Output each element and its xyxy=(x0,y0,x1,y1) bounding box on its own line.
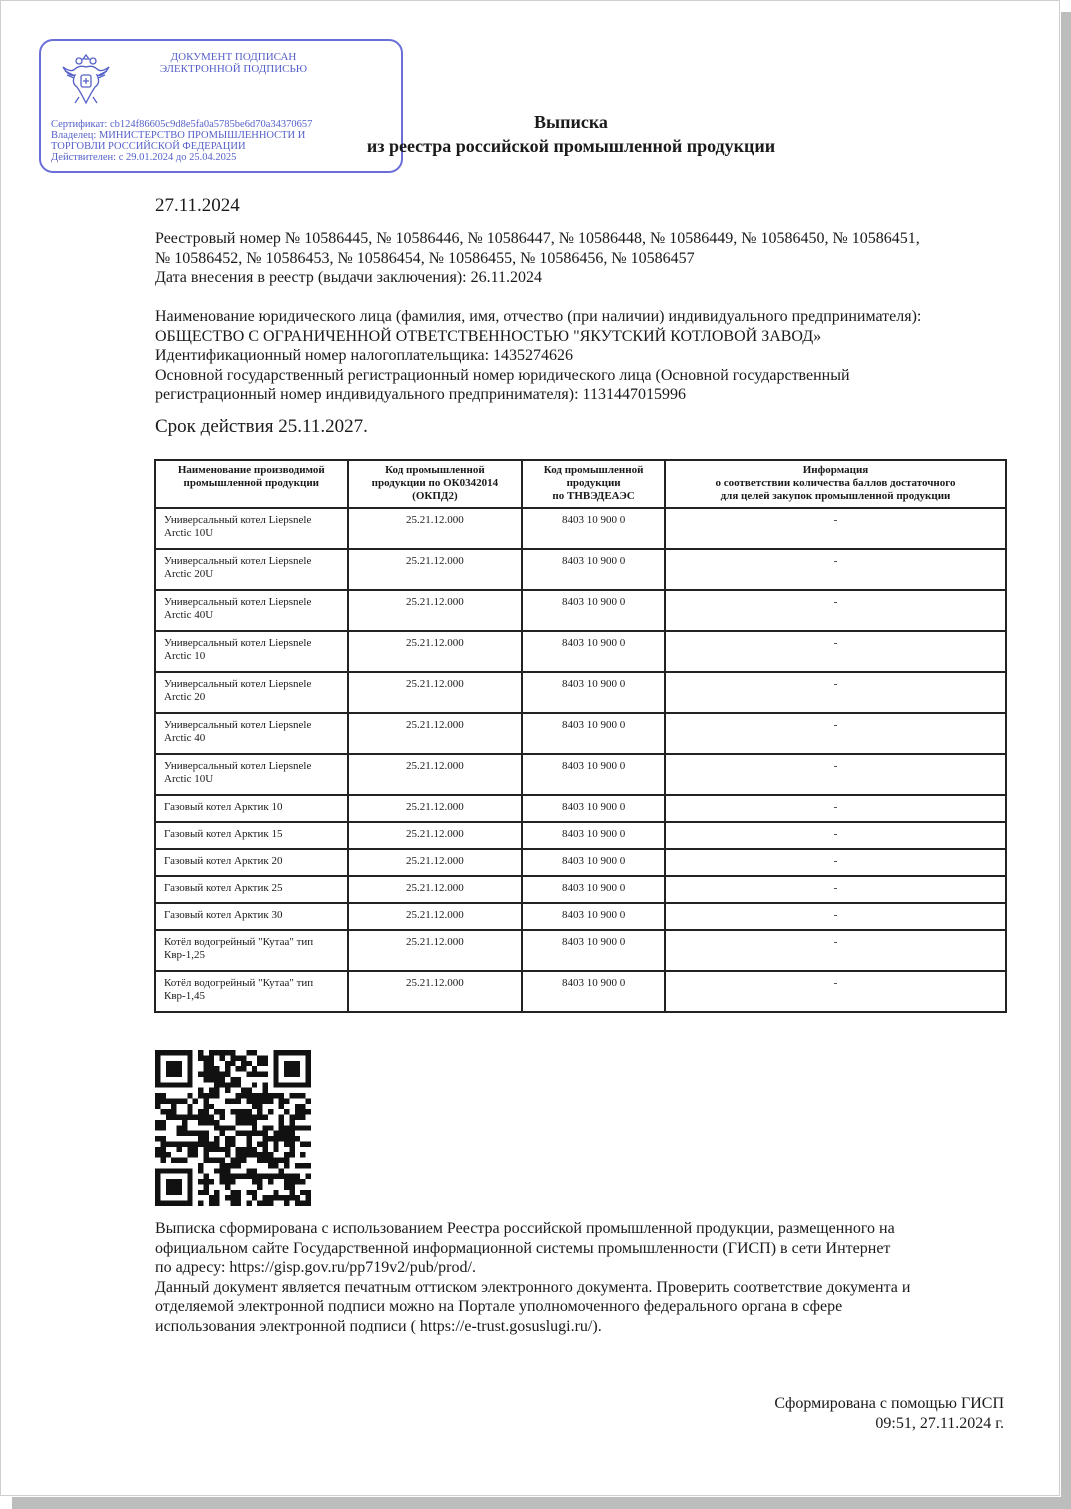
stamp-title-line: ЭЛЕКТРОННОЙ ПОДПИСЬЮ xyxy=(159,63,308,75)
cell-okpd2: 25.21.12.000 xyxy=(348,971,523,1012)
cell-okpd2: 25.21.12.000 xyxy=(348,713,523,754)
table-row xyxy=(155,795,1006,822)
product-name-line: Квр-1,45 xyxy=(164,990,205,1002)
header-product-name xyxy=(155,460,348,508)
product-name-line: Газовый котел Арктик 30 xyxy=(164,909,283,921)
organization-name: ОБЩЕСТВО С ОГРАНИЧЕННОЙ ОТВЕТСТВЕННОСТЬЮ "ЯКУТСКИЙ КОТЛОВОЙ ЗАВОД» xyxy=(155,327,822,345)
document-date: 27.11.2024 xyxy=(155,195,240,216)
product-name-line: Универсальный котел Liepsnele xyxy=(164,514,312,526)
product-name-line: Газовый котел Арктик 15 xyxy=(164,828,283,840)
generated-by xyxy=(701,1394,1004,1433)
header-line: продукции xyxy=(566,477,621,489)
cell-okpd2: 25.21.12.000 xyxy=(348,508,523,549)
registry-numbers: Реестровый номер № 10586445, № 10586446, № 10586447, № 10586448, № 10586449, № 10586450, № 10586451, xyxy=(155,230,920,247)
product-name-line: Универсальный котел Liepsnele xyxy=(164,719,312,731)
cell-tnved: 8403 10 900 0 xyxy=(522,876,665,903)
cell-points-info: - xyxy=(665,754,1006,795)
table-row xyxy=(155,713,1006,754)
document-title-line: Выписка xyxy=(534,112,608,132)
cell-product-name xyxy=(155,508,348,549)
product-name-line: Arctic 40U xyxy=(164,609,214,621)
header-line: продукции по ОК0342014 xyxy=(371,477,499,489)
cell-product-name xyxy=(155,876,348,903)
table-header-row xyxy=(155,460,1006,508)
cell-okpd2: 25.21.12.000 xyxy=(348,754,523,795)
document-title xyxy=(331,110,811,158)
header-line: по ТНВЭДЕАЭС xyxy=(552,490,635,502)
cell-points-info: - xyxy=(665,971,1006,1012)
generated-timestamp: 09:51, 27.11.2024 г. xyxy=(875,1414,1004,1432)
registry-numbers: № 10586452, № 10586453, № 10586454, № 10586455, № 10586456, № 10586457 xyxy=(155,249,695,267)
table-row xyxy=(155,672,1006,713)
cell-product-name xyxy=(155,631,348,672)
qr-code-icon xyxy=(155,1050,311,1206)
cell-product-name xyxy=(155,590,348,631)
cell-product-name xyxy=(155,713,348,754)
product-name-line: Котёл водогрейный "Кутаа" тип xyxy=(164,936,314,948)
organization-ogrn: регистрационный номер индивидуального предпринимателя): 1131447015996 xyxy=(155,386,686,403)
cell-points-info: - xyxy=(665,822,1006,849)
cell-points-info: - xyxy=(665,590,1006,631)
cell-points-info: - xyxy=(665,849,1006,876)
cell-product-name xyxy=(155,903,348,930)
footer-line: официальном сайте Государственной информационной системы промышленности (ГИСП) в сети Интернет xyxy=(155,1239,891,1257)
product-name-line: Arctic 40 xyxy=(164,732,206,744)
table-row xyxy=(155,903,1006,930)
cell-product-name xyxy=(155,971,348,1012)
cell-tnved: 8403 10 900 0 xyxy=(522,903,665,930)
product-name-line: Газовый котел Арктик 25 xyxy=(164,882,283,894)
header-line: Код промышленной xyxy=(543,464,644,476)
product-name-line: Универсальный котел Liepsnele xyxy=(164,555,312,567)
product-name-line: Arctic 20 xyxy=(164,691,206,703)
stamp-owner: ТОРГОВЛИ РОССИЙСКОЙ ФЕДЕРАЦИИ xyxy=(51,141,246,152)
stamp-validity: Действителен: с 29.01.2024 до 25.04.2025 xyxy=(51,152,237,163)
footer-line: использования электронной подписи ( https://e-trust.gosuslugi.ru/). xyxy=(155,1317,602,1335)
products-table xyxy=(154,459,1007,1013)
cell-okpd2: 25.21.12.000 xyxy=(348,795,523,822)
cell-okpd2: 25.21.12.000 xyxy=(348,631,523,672)
header-line: Информация xyxy=(802,464,869,476)
stamp-certificate: Сертификат: cb124f86605c9d8e5fa0a5785be6d70a34370657 xyxy=(51,119,313,130)
organization-block xyxy=(155,307,1015,405)
cell-tnved: 8403 10 900 0 xyxy=(522,590,665,631)
cell-okpd2: 25.21.12.000 xyxy=(348,822,523,849)
cell-points-info: - xyxy=(665,549,1006,590)
cell-okpd2: 25.21.12.000 xyxy=(348,590,523,631)
document-title-line: из реестра российской промышленной продукции xyxy=(366,136,776,156)
cell-product-name xyxy=(155,754,348,795)
table-row xyxy=(155,971,1006,1012)
header-line: (ОКПД2) xyxy=(412,490,458,502)
cell-tnved: 8403 10 900 0 xyxy=(522,822,665,849)
cell-points-info: - xyxy=(665,713,1006,754)
cell-okpd2: 25.21.12.000 xyxy=(348,903,523,930)
table-row xyxy=(155,631,1006,672)
header-line: Наименование производимой xyxy=(177,464,325,476)
cell-tnved: 8403 10 900 0 xyxy=(522,508,665,549)
product-name-line: Arctic 10U xyxy=(164,773,214,785)
cell-okpd2: 25.21.12.000 xyxy=(348,876,523,903)
header-line: о соответствии количества баллов достаточного xyxy=(715,477,956,489)
page-shadow-bottom xyxy=(12,1497,1071,1509)
product-name-line: Универсальный котел Liepsnele xyxy=(164,637,312,649)
cell-tnved: 8403 10 900 0 xyxy=(522,549,665,590)
cell-points-info: - xyxy=(665,876,1006,903)
product-name-line: Котёл водогрейный "Кутаа" тип xyxy=(164,977,314,989)
validity-period: Срок действия 25.11.2027. xyxy=(155,416,368,437)
table-row xyxy=(155,549,1006,590)
registry-date: Дата внесения в реестр (выдачи заключения): 26.11.2024 xyxy=(155,269,543,286)
cell-tnved: 8403 10 900 0 xyxy=(522,631,665,672)
cell-product-name xyxy=(155,549,348,590)
table-row xyxy=(155,822,1006,849)
cell-product-name xyxy=(155,822,348,849)
header-tnved xyxy=(522,460,665,508)
product-name-line: Универсальный котел Liepsnele xyxy=(164,760,312,772)
footer-line: по адресу: https://gisp.gov.ru/pp719v2/pub/prod/. xyxy=(155,1259,476,1276)
table-row xyxy=(155,754,1006,795)
header-line: промышленной продукции xyxy=(183,477,320,489)
cell-tnved: 8403 10 900 0 xyxy=(522,754,665,795)
stamp-title-line: ДОКУМЕНТ ПОДПИСАН xyxy=(170,51,297,63)
table-row xyxy=(155,876,1006,903)
product-name-line: Универсальный котел Liepsnele xyxy=(164,596,312,608)
product-name-line: Arctic 20U xyxy=(164,568,214,580)
cell-product-name xyxy=(155,849,348,876)
cell-product-name xyxy=(155,930,348,971)
russian-coat-of-arms-icon xyxy=(55,47,117,109)
header-line: для целей закупок промышленной продукции xyxy=(720,490,951,502)
table-row xyxy=(155,930,1006,971)
cell-tnved: 8403 10 900 0 xyxy=(522,930,665,971)
stamp-owner: Владелец: МИНИСТЕРСТВО ПРОМЫШЛЕННОСТИ И xyxy=(51,130,306,141)
cell-okpd2: 25.21.12.000 xyxy=(348,672,523,713)
cell-tnved: 8403 10 900 0 xyxy=(522,672,665,713)
table-row xyxy=(155,849,1006,876)
table-row xyxy=(155,508,1006,549)
product-name-line: Универсальный котел Liepsnele xyxy=(164,678,312,690)
footer-line: Выписка сформирована с использованием Реестра российской промышленной продукции, размещенного на xyxy=(155,1220,895,1237)
cell-points-info: - xyxy=(665,795,1006,822)
product-name-line: Газовый котел Арктик 20 xyxy=(164,855,283,867)
cell-points-info: - xyxy=(665,930,1006,971)
header-line: Код промышленной xyxy=(385,464,485,476)
cell-points-info: - xyxy=(665,672,1006,713)
product-name-line: Квр-1,25 xyxy=(164,949,205,961)
registry-block xyxy=(155,229,1015,288)
cell-okpd2: 25.21.12.000 xyxy=(348,930,523,971)
product-name-line: Arctic 10U xyxy=(164,527,214,539)
footer-line: отделяемой электронной подписи можно на Портале уполномоченного федерального органа в сфере xyxy=(155,1298,843,1315)
cell-product-name xyxy=(155,795,348,822)
cell-tnved: 8403 10 900 0 xyxy=(522,713,665,754)
cell-points-info: - xyxy=(665,631,1006,672)
cell-points-info: - xyxy=(665,903,1006,930)
cell-okpd2: 25.21.12.000 xyxy=(348,849,523,876)
page-shadow-right xyxy=(1061,12,1071,1509)
header-okpd2 xyxy=(348,460,523,508)
table-row xyxy=(155,590,1006,631)
organization-ogrn: Основной государственный регистрационный номер юридического лица (Основной государственный xyxy=(155,366,850,384)
organization-inn: Идентификационный номер налогоплательщика: 1435274626 xyxy=(155,347,574,364)
cell-tnved: 8403 10 900 0 xyxy=(522,795,665,822)
cell-points-info: - xyxy=(665,508,1006,549)
cell-product-name xyxy=(155,672,348,713)
cell-tnved: 8403 10 900 0 xyxy=(522,849,665,876)
footer-line: Данный документ является печатным оттиском электронного документа. Проверить соответствие документа и xyxy=(155,1278,911,1296)
stamp-title xyxy=(151,51,316,75)
generated-by-line: Сформирована с помощью ГИСП xyxy=(774,1395,1004,1412)
cell-tnved: 8403 10 900 0 xyxy=(522,971,665,1012)
cell-okpd2: 25.21.12.000 xyxy=(348,549,523,590)
product-name-line: Газовый котел Арктик 10 xyxy=(164,801,283,813)
organization-label: Наименование юридического лица (фамилия, имя, отчество (при наличии) индивидуального предпринимателя): xyxy=(155,308,922,325)
product-name-line: Arctic 10 xyxy=(164,650,206,662)
header-points-info xyxy=(665,460,1006,508)
footer-note xyxy=(155,1219,1015,1336)
